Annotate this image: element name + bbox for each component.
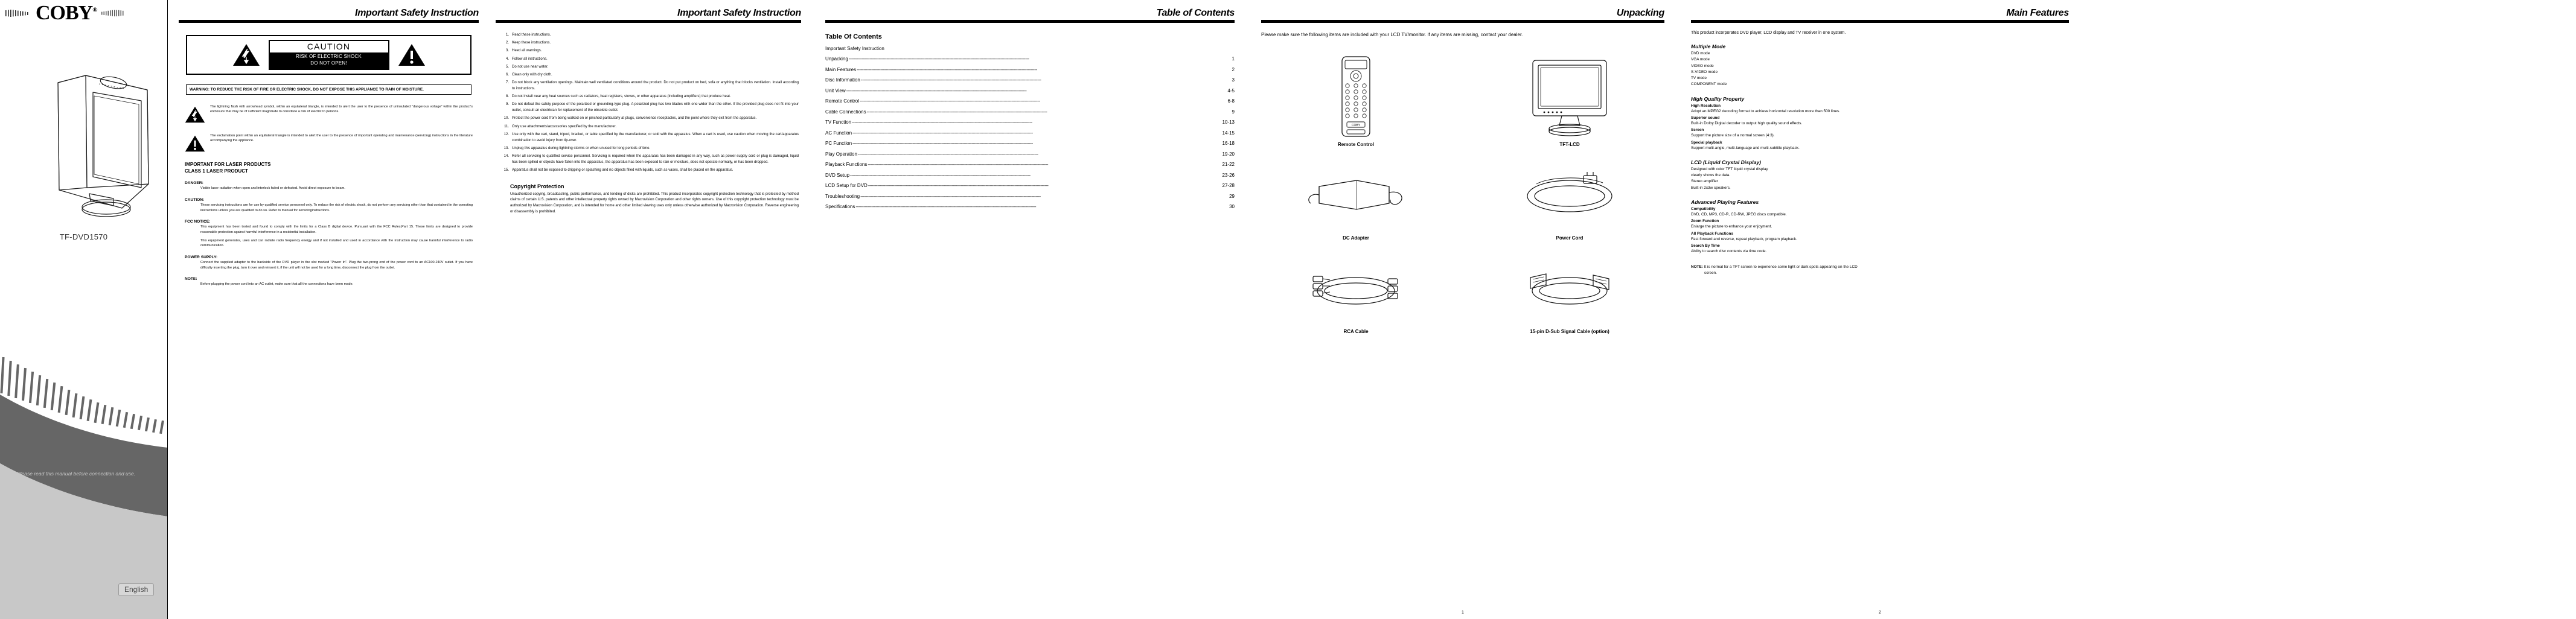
features-text: Built-in 2x3w speakers. [1691, 185, 1731, 190]
symbol-lightning-row [185, 104, 473, 124]
page-cover [0, 0, 168, 619]
toc-row-page: 19-20 [1222, 151, 1235, 157]
toc-row-page: 2 [1232, 66, 1235, 72]
page-header [179, 8, 479, 23]
features-text: clearly shows the data. [1691, 173, 1731, 178]
toc-row[interactable] [825, 194, 1235, 199]
safety-item-number: 11. [504, 124, 509, 129]
remote-control-icon [1261, 55, 1451, 138]
toc-row-label: AC Function [825, 130, 852, 136]
toc-row[interactable] [825, 119, 1235, 125]
safety-instruction-list [497, 33, 799, 174]
unpacking-intro: Please make sure the following items are included with your LCD TV/monitor. if any items are missing, contact your dealer. [1261, 32, 1523, 37]
toc-row-page: 16-18 [1222, 141, 1235, 146]
copyright-text: Unauthorized copying, broadcasting, public performance, and lending of disks are prohibited. This product incorporates copyright protection technology that is protected by method claims of certain U.S. patents and other intellectual property rights owned by Macrovision Corporation and other rights owners. Use of this copyright protection technology must be authorized by Macrovision Corporation, and is intended for home and other limited viewing uses only unless otherwise authorized by Macrovision Corporation. Reverse engineering or disassembly is prohibited. [510, 192, 799, 214]
safety-item-number: 6. [505, 73, 509, 77]
page-table-of-contents [812, 0, 1248, 619]
safety-item-text: Heed all warnings. [512, 49, 542, 53]
page-unpacking [1248, 0, 1678, 619]
unpacking-item [1475, 254, 1664, 334]
toc-leader-dots: ------------------------------------------------------------------------------------------------------------------------------------------ [852, 130, 1033, 136]
caution-text: These servicing instructions are for use by qualified service personnel only. To reduce the risk of electric shock, do not perform any servicing other than that contained in the operating instructions unless you are qualified to do so. Refer to manual for servicinginstructions. [200, 203, 473, 212]
page-title: Table of Contents [1156, 8, 1235, 18]
unpacking-item-caption: RCA Cable [1343, 328, 1369, 334]
toc-leader-dots: ------------------------------------------------------------------------------------------------------------------------------------------ [846, 87, 1027, 94]
features-text: TV mode [1691, 76, 1707, 81]
toc-row-page: 27-28 [1222, 183, 1235, 188]
toc-first-item: Important Safety Instruction [825, 46, 884, 51]
toc-row-page: 1 [1232, 56, 1235, 62]
caution-label: CAUTION: [185, 197, 205, 202]
safety-item-number: 3. [505, 49, 509, 53]
safety-item-text: Follow all instructions. [512, 57, 548, 61]
exclamation-triangle-icon [398, 43, 426, 67]
page-header [1261, 8, 1664, 23]
toc-leader-dots: ------------------------------------------------------------------------------------------------------------------------------------------ [850, 172, 1031, 178]
safety-instruction-item [497, 72, 799, 78]
page-safety-list [490, 0, 812, 619]
safety-item-text: Keep these instructions. [512, 41, 551, 45]
toc-row[interactable] [825, 183, 1235, 188]
toc-row-label: Unit View [825, 87, 846, 94]
toc-row-label: Troubleshooting [825, 193, 860, 199]
features-group-title: Multiple Mode [1691, 43, 1726, 49]
features-note-text-2: screen. [1704, 270, 1717, 275]
toc-leader-dots: ------------------------------------------------------------------------------------------------------------------------------------------ [852, 141, 1033, 146]
page-number: 2 [1879, 611, 1881, 615]
safety-instruction-item [497, 132, 799, 144]
toc-row[interactable] [825, 109, 1235, 115]
note-text: Before plugging the power cord into an AC outlet, make sure that all the connections have been made. [200, 282, 354, 287]
coby-logo [5, 3, 125, 24]
features-subheading: Compatibility [1691, 206, 1716, 211]
safety-item-text: Refer all servicing to qualified service personnel. Servicing is required when the apparatus has been damaged in any way, such as power-supply cord or plug is damaged, liquid has been spilled or objects have fallen into the apparatus, the apparatus has been exposed to rain or moisture, does not operate normally, or has been dropped. [512, 154, 799, 164]
features-note [1691, 264, 2069, 276]
unpacking-item-caption: DC Adapter [1343, 235, 1369, 241]
safety-item-number: 12. [503, 132, 509, 136]
toc-leader-dots: ------------------------------------------------------------------------------------------------------------------------------------------ [848, 56, 1029, 62]
features-intro: This product incorporates DVD player, LCD display and TV receiver in one system. [1691, 31, 1846, 35]
toc-leader-dots: ------------------------------------------------------------------------------------------------------------------------------------------ [860, 193, 1041, 199]
safety-item-number: 8. [505, 95, 509, 99]
page-header [496, 8, 801, 23]
safety-instruction-item [497, 65, 799, 71]
caution-line-2: DO NOT OPEN! [310, 60, 347, 66]
toc-row-label: Main Features [825, 66, 857, 72]
features-subheading: High Resolution [1691, 103, 1721, 108]
safety-item-number: 14. [503, 154, 509, 158]
toc-row-label: PC Function [825, 141, 852, 146]
lightning-bolt-triangle-icon [185, 106, 205, 124]
power-label: POWER SUPPLY: [185, 255, 218, 259]
safety-item-text: Do not block any ventilation openings. Maintain well ventilated conditions around the product. Do not put product on bed, sofa or anything that blocks ventilation. Install according to instructions. [512, 81, 799, 91]
safety-item-number: 4. [505, 57, 509, 61]
page-title: Important Safety Instruction [677, 8, 801, 18]
toc-leader-dots: ------------------------------------------------------------------------------------------------------------------------------------------ [860, 98, 1040, 104]
lightning-bolt-triangle-icon [232, 43, 260, 67]
header-rule [1691, 20, 2069, 23]
copyright-heading: Copyright Protection [510, 183, 564, 189]
features-subheading: Search By Time [1691, 243, 1720, 248]
header-rule [825, 20, 1235, 23]
safety-item-number: 5. [505, 65, 509, 69]
caution-panel [186, 35, 471, 75]
caution-title: CAUTION [307, 42, 351, 51]
page-header [1691, 8, 2069, 23]
safety-item-text: Do not use near water. [512, 65, 549, 69]
unpacking-item [1261, 55, 1451, 147]
toc-row-page: 29 [1229, 193, 1235, 199]
features-text: Ability to search disc contents via time code. [1691, 249, 1767, 253]
toc-leader-dots: ------------------------------------------------------------------------------------------------------------------------------------------ [855, 204, 1036, 209]
fcc-text-1: This equipment has been tested and found to comply with the limits for a Class B digital device. Pursuant with the FCC Rules,Part 15. These limits are designed to provide reasonable protection against harmful interference in a residential installation. [200, 225, 473, 234]
toc-row-label: Remote Control [825, 98, 860, 104]
safety-item-text: Use only with the cart, stand, tripod, bracket, or table specified by the manufacturer, or sold with the apparatus. When a cart is used, use caution when moving the cart/apparatus combination to avoid injury from tip-over. [512, 132, 799, 142]
toc-row-page: 10-13 [1222, 119, 1235, 125]
symbol-exclamation-row [185, 133, 473, 153]
toc-leader-dots: ------------------------------------------------------------------------------------------------------------------------------------------ [868, 183, 1049, 188]
registered-mark: ® [92, 6, 97, 14]
caution-line-1: RISK OF ELECTRIC SHOCK [296, 54, 362, 59]
features-text: Support the picture size of a normal screen (4:3). [1691, 133, 1775, 138]
page-header [825, 8, 1235, 23]
features-subheading: Zoom Function [1691, 219, 1719, 224]
features-text: DVD mode [1691, 51, 1710, 56]
danger-label: DANGER: [185, 181, 203, 186]
toc-leader-dots: ------------------------------------------------------------------------------------------------------------------------------------------ [852, 119, 1032, 125]
safety-item-number: 2. [505, 41, 509, 45]
power-cord-icon [1475, 160, 1664, 232]
features-group-title: High Quality Property [1691, 95, 1745, 102]
toc-row-page: 9 [1232, 109, 1235, 115]
safety-item-text: Unplug this apparatus during lightning storms or when unused for long periods of time. [512, 146, 651, 150]
toc-row[interactable] [825, 98, 1235, 104]
features-text: DVD, CD, MP3, CD-R, CD-RW, JPEG discs compatible. [1691, 212, 1787, 217]
toc-rows [825, 56, 1235, 209]
tft-lcd-monitor-icon [1475, 55, 1664, 138]
unpacking-item-caption: Power Cord [1556, 235, 1584, 241]
warning-box: WARNING: TO REDUCE THE RISK OF FIRE OR ELECTRIC SHOCK, DO NOT EXPOSE THIS APPLIANCE TO RAIN OF MOISTURE. [186, 84, 471, 95]
cover-decorative-bands [0, 335, 168, 619]
safety-instruction-item [497, 48, 799, 54]
safety-instruction-item [497, 80, 799, 92]
page-safety-symbols [168, 0, 490, 619]
power-text: Connect the supplied adapter to the backside of the DVD player in the slot marked “Power In”. Plug the two-prong end of the power cord to an AC100-240V outlet. If you have difficulty inserting the plug, turn it over and reinsert it, if the unit will not be used for a long time, disconnect the plug from the outlet. [200, 260, 473, 270]
laser-heading-1: IMPORTANT FOR LASER PRODUCTS [185, 161, 271, 167]
safety-instruction-item [497, 168, 799, 174]
unpacking-item-caption: Remote Control [1338, 141, 1374, 147]
hatch-right-icon [101, 8, 125, 18]
safety-instruction-item [497, 154, 799, 165]
laser-block [185, 161, 473, 287]
toc-leader-dots: ------------------------------------------------------------------------------------------------------------------------------------------ [868, 162, 1049, 167]
toc-leader-dots: ------------------------------------------------------------------------------------------------------------------------------------------ [857, 151, 1038, 157]
toc-row-label: Playback Functions [825, 162, 868, 167]
toc-row-label: LCD Setup for DVD [825, 183, 868, 188]
features-subheading: All Playback Functions [1691, 231, 1733, 236]
toc-row-label: Cable Connections [825, 109, 866, 115]
features-subheading: Special playback [1691, 140, 1722, 145]
toc-row[interactable] [825, 56, 1235, 62]
toc-heading: Table Of Contents [825, 33, 882, 40]
features-text: Stereo amplifier [1691, 179, 1718, 184]
toc-row-page: 23-26 [1222, 172, 1235, 178]
safety-instruction-item [497, 33, 799, 39]
safety-instruction-item [497, 102, 799, 113]
unpacking-items-grid [1261, 55, 1664, 334]
features-text: S-VIDEO mode [1691, 69, 1718, 74]
toc-row-page: 14-15 [1222, 130, 1235, 136]
toc-row-label: TV Function [825, 119, 852, 125]
danger-text: Visible laser radiation when open and interlock failed or defeated. Avoid direct exposure to beam. [200, 186, 345, 191]
symbol-exclamation-text: The exclamation point within an equilateral triangle is intended to alert the user to the presence of important operating and maintenance (servicing) instructions in the literature accompanying the appliance. [210, 133, 473, 143]
rca-cable-icon [1261, 254, 1451, 325]
safety-item-number: 9. [505, 103, 509, 107]
remote-brand-label: COBY [1351, 123, 1361, 127]
header-rule [496, 20, 801, 23]
features-text: COMPONENT mode [1691, 82, 1727, 87]
features-text: Enlarge the picture to enhance your enjoyment. [1691, 224, 1772, 229]
safety-instruction-item [497, 116, 799, 122]
features-note-text: It is normal for a TFT screen to experience some light or dark spots appearing on the LCD [1702, 265, 1858, 270]
coby-wordmark-text: COBY [36, 2, 93, 24]
safety-instruction-item [497, 146, 799, 152]
safety-item-number: 1. [505, 33, 509, 37]
safety-instruction-item [497, 94, 799, 100]
coby-wordmark [36, 3, 97, 24]
safety-item-text: Protect the power cord from being walked on or pinched particularly at plugs, convenience receptacles, and the point where they exit from the apparatus. [512, 116, 757, 121]
toc-row-page: 21-22 [1222, 162, 1235, 167]
toc-leader-dots: ------------------------------------------------------------------------------------------------------------------------------------------ [860, 77, 1041, 83]
features-note-label: NOTE: [1691, 265, 1703, 270]
features-text: VGA mode [1691, 57, 1710, 62]
toc-row-label: Disc Information [825, 77, 860, 83]
symbol-lightning-text: The lightning flash with arrowhead symbol, within an equilateral triangle, is intended to alert the user to the presence of uninsulated “dangerous voltage” within the product's enclosure that may be of sufficient magnitude to constitute a risk of electric to persons. [210, 104, 473, 114]
features-text: Designed with color TFT liquid crystal display [1691, 167, 1768, 171]
caution-label-box [269, 40, 389, 70]
features-text: Adopt an MPEG2 decoding format to achieve horizontal resolution more than 500 lines. [1691, 109, 1840, 113]
toc-row-label: Play Operation [825, 151, 857, 157]
safety-item-number: 7. [505, 81, 509, 85]
safety-item-number: 10. [503, 116, 509, 121]
safety-instruction-item [497, 124, 799, 130]
page-main-features [1678, 0, 2082, 619]
note-label: NOTE: [185, 277, 197, 282]
toc-row[interactable] [825, 204, 1235, 209]
safety-item-text: Do not defeat the safety purpose of the polarized or grounding-type plug. A polarized plug has two blades with one wider than the other. If the provided plug does not fit into your outlet, consult an electrician for replacement of the obsolete outlet. [512, 103, 799, 113]
unpacking-item [1261, 254, 1451, 334]
tv-product-illustration [23, 69, 163, 220]
features-group-title: Advanced Playing Features [1691, 198, 1759, 205]
safety-instruction-item [497, 40, 799, 46]
page-number: 1 [1462, 611, 1464, 615]
header-rule [179, 20, 479, 23]
features-text: Built-in Dolby Digital decoder to output high quality sound effects. [1691, 121, 1803, 125]
exclamation-triangle-icon [185, 135, 205, 153]
safety-item-text: Read these instructions. [512, 33, 551, 37]
toc-leader-dots: ------------------------------------------------------------------------------------------------------------------------------------------ [857, 66, 1037, 72]
safety-item-text: Do not install near any heat sources such as radiators, heat registers, stoves, or other apparatus (including amplifiers) that produce heat. [512, 95, 731, 99]
header-rule [1261, 20, 1664, 23]
unpacking-item [1475, 160, 1664, 241]
unpacking-item [1475, 55, 1664, 147]
safety-item-text: Clean only with dry cloth. [512, 73, 552, 77]
page-title: Unpacking [1616, 8, 1664, 18]
features-subheading: Superior sound [1691, 115, 1720, 120]
features-text: Support multi-angle, multi-language and multi-subtitle playback. [1691, 145, 1800, 150]
features-groups [1691, 43, 2069, 254]
fcc-text-2: This equipment generates, uses and can radiate radio frequency energy and if not installed and used in accordance with the instruction may cause harmful interference to radio communication. [200, 238, 473, 248]
unpacking-item-caption: TFT-LCD [1559, 141, 1580, 147]
toc-row-page: 3 [1232, 77, 1235, 83]
fcc-label: FCC NOTICE: [185, 220, 211, 224]
features-group-title: LCD (Liquid Crystal Display) [1691, 159, 1762, 165]
features-text: Fast forward and reverse, repeat playback, program playback. [1691, 236, 1797, 241]
toc-row-label: DVD Setup [825, 172, 850, 178]
toc-row[interactable] [825, 77, 1235, 83]
toc-row[interactable] [825, 88, 1235, 94]
toc-row[interactable] [825, 67, 1235, 72]
safety-item-text: Only use attachments/accessories specified by the manufacturer. [512, 124, 617, 129]
safety-item-number: 13. [503, 146, 509, 150]
toc-leader-dots: ------------------------------------------------------------------------------------------------------------------------------------------ [866, 109, 1047, 115]
features-subheading: Screen [1691, 128, 1704, 133]
features-text: VIDEO mode [1691, 63, 1714, 68]
toc-row[interactable] [825, 173, 1235, 178]
hatch-left-icon [5, 8, 31, 18]
laser-heading-2: CLASS 1 LASER PRODUCT [185, 168, 248, 174]
toc-row[interactable] [825, 130, 1235, 136]
safety-item-text: Apparatus shall not be exposed to dripping or splashing and no objects filled with liquids, such as vases, shall be placed on the apparatus. [512, 168, 733, 172]
page-title: Main Features [2006, 8, 2069, 18]
unpacking-item-caption: 15-pin D-Sub Signal Cable (option) [1530, 328, 1609, 334]
toc-row-page: 4-5 [1227, 87, 1235, 94]
toc-row[interactable] [825, 151, 1235, 157]
toc-row[interactable] [825, 141, 1235, 146]
unpacking-item [1261, 160, 1451, 241]
cover-tagline: Please read this manual before connection and use. [17, 471, 136, 477]
toc-row-page: 30 [1229, 204, 1235, 209]
safety-item-number: 15. [503, 168, 509, 172]
page-title: Important Safety Instruction [355, 8, 479, 18]
dc-adapter-icon [1261, 160, 1451, 232]
dsub-cable-icon [1475, 254, 1664, 325]
toc-row[interactable] [825, 162, 1235, 167]
toc-row-page: 6-8 [1227, 98, 1235, 104]
language-badge: English [118, 583, 154, 596]
safety-instruction-item [497, 57, 799, 63]
toc-row-label: Specifications [825, 204, 855, 209]
caution-body [270, 52, 388, 69]
toc-row-label: Unpacking [825, 56, 848, 62]
model-number: TF-DVD1570 [59, 232, 108, 241]
